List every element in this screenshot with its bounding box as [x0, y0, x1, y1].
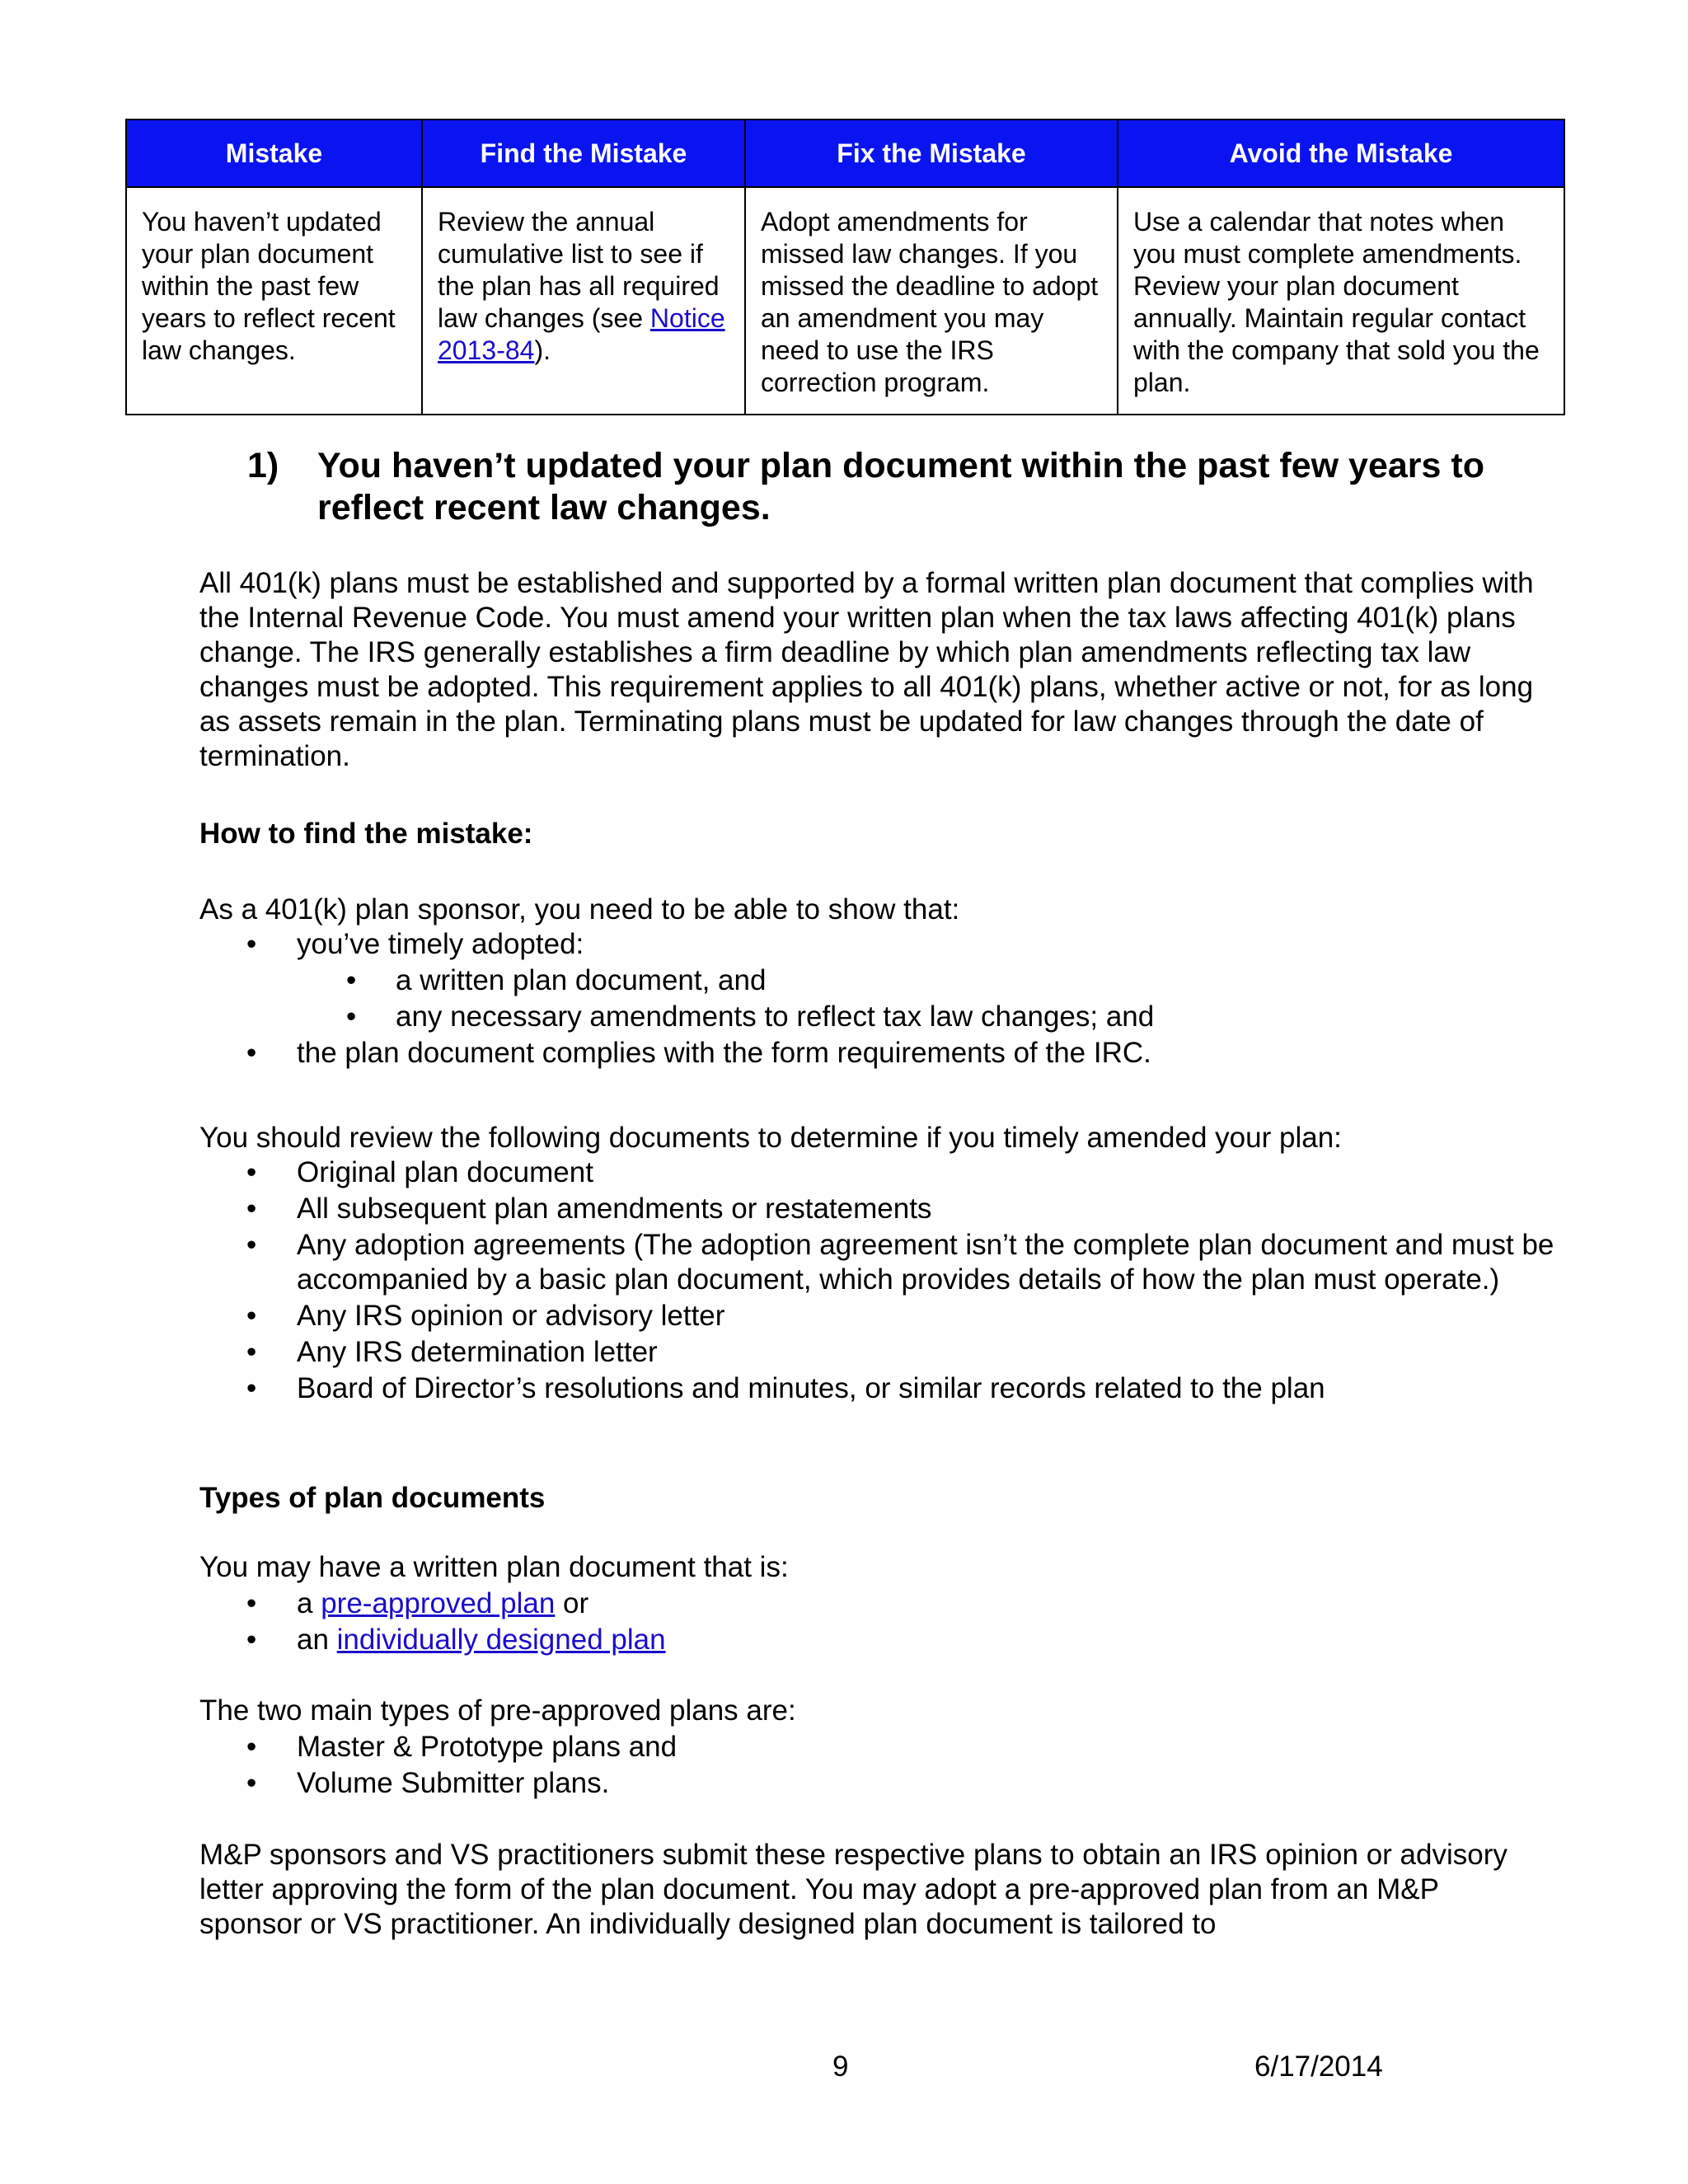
header-mistake: Mistake — [126, 120, 422, 187]
preapproved-section — [199, 1694, 1535, 1801]
cell-fix: Adopt amendments for missed law changes. If you missed the deadline to adopt an amendment you may need to use the IRS correction program. — [745, 187, 1118, 415]
find-list — [199, 927, 1535, 1071]
types-lead: You may have a written plan document that is: — [199, 1551, 789, 1583]
cell-find-suffix: ). — [534, 335, 551, 365]
heading-text: You haven’t updated your plan document within the past few years to reflect recent law changes. — [317, 446, 1484, 527]
types-item-2-prefix: an — [297, 1624, 337, 1656]
list-item: • Volume Submitter plans. — [199, 1766, 1535, 1801]
review-list — [199, 1155, 1554, 1406]
list-item: • a written plan document, and — [297, 963, 1535, 998]
types-section-title: Types of plan documents — [199, 1482, 546, 1514]
header-find-the-mistake: Find the Mistake — [422, 120, 745, 187]
cell-mistake: You haven’t updated your plan document within the past few years to reflect recent law changes. — [126, 187, 422, 415]
list-item: • the plan document complies with the form requirements of the IRC. — [199, 1036, 1535, 1071]
preapproved-list — [199, 1730, 1535, 1801]
list-item: • All subsequent plan amendments or restatements — [199, 1192, 1535, 1226]
list-item: • any necessary amendments to reflect tax law changes; and — [297, 1000, 1535, 1034]
find-item-1: you’ve timely adopted: — [297, 928, 584, 960]
page-number: 9 — [832, 2050, 849, 2083]
mistakes-table — [125, 119, 1565, 415]
heading-number: 1) — [247, 446, 279, 485]
table-header-row — [126, 120, 1564, 187]
table-row — [126, 187, 1564, 415]
types-section — [199, 1550, 1535, 1657]
types-item-1-prefix: a — [297, 1587, 321, 1619]
list-item: • Any IRS determination letter — [199, 1335, 1535, 1370]
find-lead: As a 401(k) plan sponsor, you need to be able to show that: — [199, 893, 960, 926]
types-item-1-suffix: or — [555, 1587, 589, 1619]
find-section-title: How to find the mistake: — [199, 818, 533, 850]
review-section — [199, 1121, 1554, 1406]
closing-paragraph: M&P sponsors and VS practitioners submit these respective plans to obtain an IRS opinion or advisory letter approving the form of the plan document. You may adopt a pre-approved plan from an M&P sponsor or VS practitioner. An individually designed plan document is tailored to — [199, 1839, 1507, 1940]
footer-date: 6/17/2014 — [1254, 2050, 1383, 2083]
list-item: • Any IRS opinion or advisory letter — [199, 1299, 1535, 1333]
list-item — [199, 1586, 1535, 1621]
list-item: • Board of Director’s resolutions and minutes, or similar records related to the plan — [199, 1371, 1535, 1406]
list-item — [199, 927, 1535, 1034]
cell-find-text: Review the annual cumulative list to see if the plan has all required law changes (see — [438, 207, 720, 333]
find-section — [199, 893, 1535, 1071]
find-sublist — [199, 963, 1535, 1034]
pre-approved-plan-link[interactable]: pre-approved plan — [321, 1587, 556, 1619]
review-lead: You should review the following documents to determine if you timely amended your plan: — [199, 1122, 1342, 1154]
list-item — [199, 1623, 1535, 1657]
intro-paragraph: All 401(k) plans must be established and supported by a formal written plan document that complies with the Internal Revenue Code. You must amend your written plan when the tax laws affecting 401(k) plans change. The IRS generally establishes a firm deadline by which plan amendments reflecting tax law changes must be adopted. This requirement applies to all 401(k) plans, whether active or not, for as long as assets remain in the plan. Terminating plans must be updated for law changes through the date of termination. — [199, 567, 1534, 772]
cell-avoid: Use a calendar that notes when you must complete amendments. Review your plan document annually. Maintain regular contact with the company that sold you the plan. — [1118, 187, 1564, 415]
preapproved-lead: The two main types of pre-approved plans are: — [199, 1694, 796, 1727]
list-item: • Original plan document — [199, 1155, 1535, 1190]
list-item: • Master & Prototype plans and — [199, 1730, 1535, 1765]
individually-designed-plan-link[interactable]: individually designed plan — [336, 1624, 666, 1656]
header-avoid-the-mistake: Avoid the Mistake — [1118, 120, 1564, 187]
list-item: • Any adoption agreements (The adoption agreement isn’t the complete plan document and must be accompanied by a basic plan document, which provides details of how the plan must operate.) — [199, 1228, 1648, 1297]
types-list — [199, 1586, 1535, 1657]
header-fix-the-mistake: Fix the Mistake — [745, 120, 1118, 187]
cell-find — [422, 187, 745, 415]
notice-2013-84-link[interactable]: Notice 2013-84 — [438, 303, 725, 365]
